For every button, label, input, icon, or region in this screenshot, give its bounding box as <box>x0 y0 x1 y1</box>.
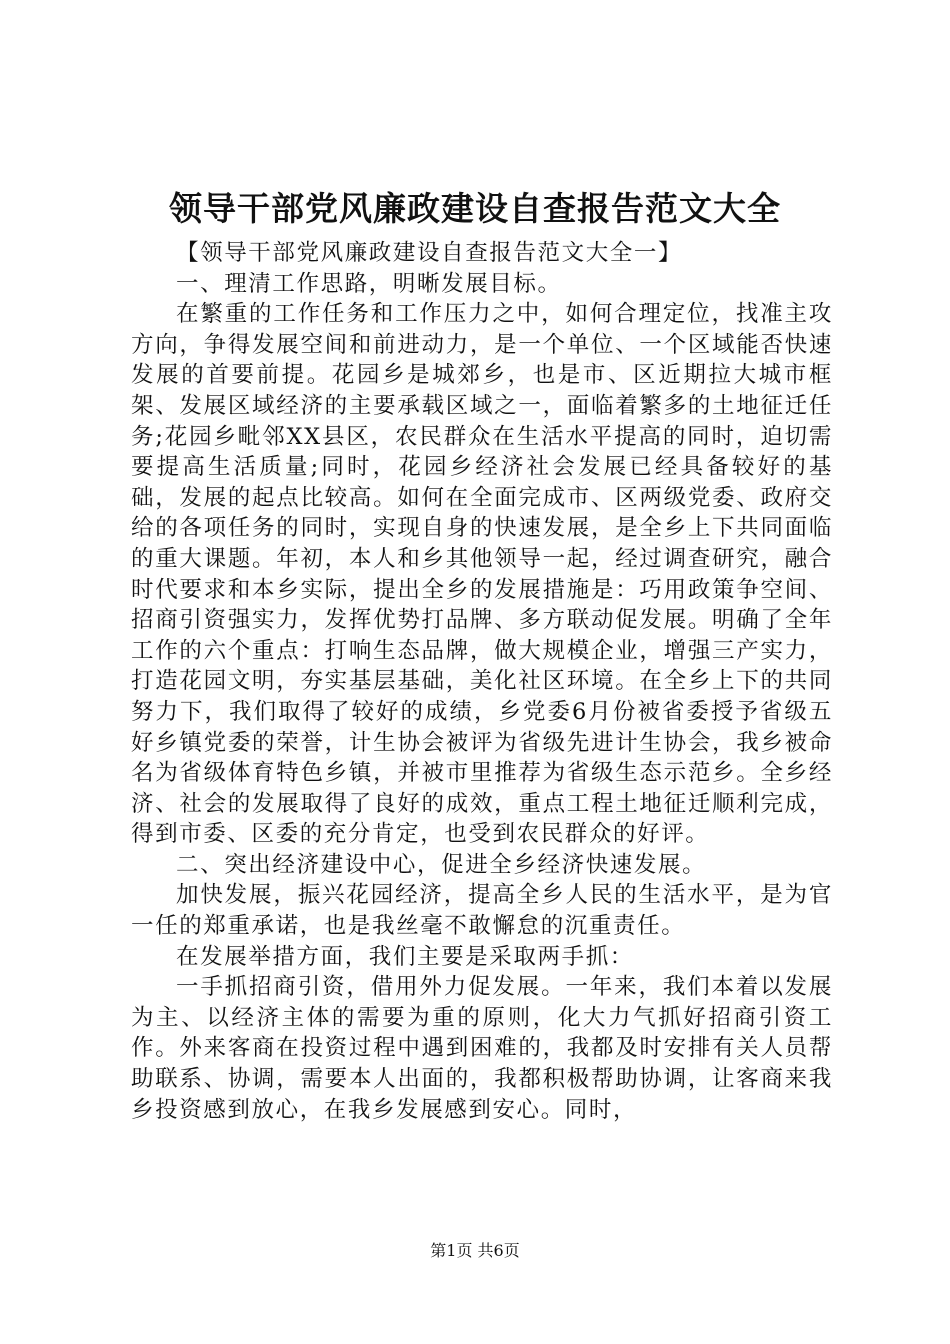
paragraph-1: 在繁重的工作任务和工作压力之中，如何合理定位，找准主攻方向，争得发展空间和前进动力，是一个单位、一个区域能否快速发展的首要前提。花园乡是城郊乡，也是市、区近期拉大城市框架、发展区域经济的主要承载区域之一，面临着繁多的土地征迁任务;花园乡毗邻XX县区，农民群众在生活水平提高的同时，迫切需要提高生活质量;同时，花园乡经济社会发展已经具备较好的基础，发展的起点比较高。如何在全面完成市、区两级党委、政府交给的各项任务的同时，实现自身的快速发展，是全乡上下共同面临的重大课题。年初，本人和乡其他领导一起，经过调查研究，融合时代要求和本乡实际，提出全乡的发展措施是：巧用政策争空间、招商引资强实力，发挥优势打品牌、多方联动促发展。明确了全年工作的六个重点：打响生态品牌，做大规模企业，增强三产实力，打造花园文明，夯实基层基础，美化社区环境。在全乡上下的共同努力下，我们取得了较好的成绩，乡党委6月份被省委授予省级五好乡镇党委的荣誉，计生协会被评为省级先进计生协会，我乡被命名为省级体育特色乡镇，并被市里推荐为省级生态示范乡。全乡经济、社会的发展取得了良好的成效，重点工程土地征迁顺利完成，得到市委、区委的充分肯定，也受到农民群众的好评。 <box>131 301 833 848</box>
page-number: 第1页 共6页 <box>430 1241 520 1260</box>
document-body <box>131 238 833 1125</box>
paragraph-4: 一手抓招商引资，借用外力促发展。一年来，我们本着以发展为主、以经济主体的需要为重的原则，化大力气抓好招商引资工作。外来客商在投资过程中遇到困难的，我都及时安排有关人员帮助联系、协调，需要本人出面的，我都积极帮助协调，让客商来我乡投资感到放心，在我乡发展感到安心。同时， <box>131 974 833 1123</box>
section-heading-1: 一、理清工作思路，明晰发展目标。 <box>176 270 562 297</box>
document-title: 领导干部党风廉政建设自查报告范文大全 <box>169 189 781 228</box>
paragraph-2: 加快发展，振兴花园经济，提高全乡人民的生活水平，是为官一任的郑重承诺，也是我丝毫不敢懈怠的沉重责任。 <box>131 882 833 940</box>
paragraph-3: 在发展举措方面，我们主要是采取两手抓： <box>176 943 634 970</box>
document-subtitle: 【领导干部党风廉政建设自查报告范文大全一】 <box>176 240 683 266</box>
section-heading-2: 二、突出经济建设中心，促进全乡经济快速发展。 <box>176 851 707 878</box>
